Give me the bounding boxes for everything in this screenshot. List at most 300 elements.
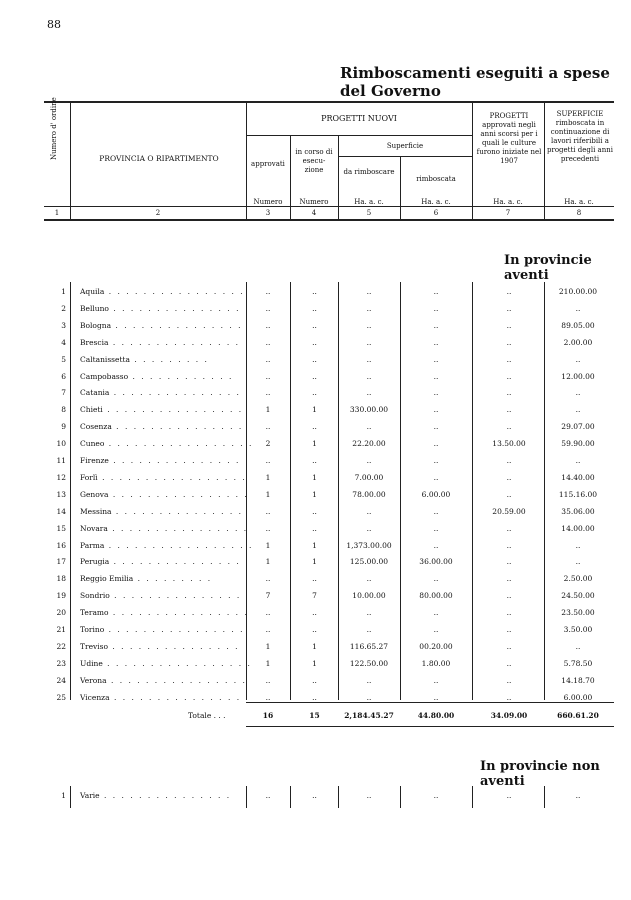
table-row	[0, 605, 631, 621]
row-cell: ..	[506, 591, 512, 601]
row-name-text: Varie	[80, 791, 100, 800]
row-cell: 210.00.00	[558, 287, 598, 296]
row-cell: ..	[312, 287, 317, 296]
row-cell: ..	[366, 388, 372, 398]
row-cell: ..	[506, 456, 512, 465]
row-cell: ..	[312, 337, 317, 347]
row-cell: ..	[506, 287, 512, 296]
row-cell: 1	[265, 405, 271, 415]
row-name: Forlì . . . . . . . . . . . . . . . . .	[80, 472, 247, 482]
row-cell: ..	[366, 791, 372, 800]
header-in-corso: in corso di esecu- zione	[295, 148, 333, 174]
row-cell: ..	[506, 540, 512, 550]
row-cell: ..	[433, 608, 439, 618]
row-cell: ..	[366, 506, 372, 516]
row-name: Perugia . . . . . . . . . . . . . . .	[80, 557, 241, 567]
row-cell: ..	[506, 354, 512, 364]
row-name-text: Cosenza	[80, 422, 112, 432]
table-row	[0, 622, 631, 638]
row-cell: ..	[312, 692, 317, 702]
row-name: Parma . . . . . . . . . . . . . . . . .	[80, 540, 254, 550]
row-number: 19	[56, 591, 66, 601]
table-row	[0, 521, 631, 537]
row-cell: ..	[312, 371, 317, 381]
row-cell: 1,373.00.00	[346, 540, 392, 550]
row-cell: ..	[575, 641, 581, 651]
row-name: Chieti . . . . . . . . . . . . . . . .	[80, 405, 244, 415]
row-cell: 7.00.00	[354, 472, 384, 482]
superficie-subrule	[338, 156, 472, 157]
row-cell: ..	[433, 791, 439, 800]
row-cell: 116.65.27	[349, 641, 389, 651]
row-cell: ..	[433, 354, 439, 364]
page-title: Rimboscamenti eseguiti a spese del Governo	[340, 64, 610, 100]
row-cell: ..	[265, 320, 271, 330]
total-row	[0, 708, 631, 724]
table-row	[0, 419, 631, 435]
total-rule	[246, 702, 614, 703]
row-name-text: Genova	[80, 489, 109, 499]
row-cell: ..	[506, 791, 512, 800]
header-bottom-rule	[44, 219, 614, 221]
row-cell: 1	[312, 540, 317, 550]
row-number: 24	[56, 675, 66, 685]
row-cell: ..	[433, 337, 439, 347]
row-number: 3	[61, 320, 66, 330]
row-name: Cosenza . . . . . . . . . . . . . . .	[80, 422, 244, 432]
row-cell: ..	[506, 303, 512, 313]
row-cell: ..	[433, 439, 439, 449]
row-cell: ..	[312, 675, 317, 685]
row-number: 15	[56, 523, 66, 533]
total-cell: 34.09.00	[490, 711, 528, 720]
row-name-text: Aquila	[80, 287, 105, 296]
row-name: Novara . . . . . . . . . . . . . . . .	[80, 523, 249, 533]
row-cell: 7	[312, 591, 317, 601]
column-number: 5	[366, 209, 372, 217]
row-cell: 3.50.00	[563, 625, 593, 634]
row-cell: 1.80.00	[421, 658, 451, 668]
header-superficie: Superficie	[386, 142, 424, 150]
row-cell: ..	[366, 692, 372, 702]
row-name: Bologna . . . . . . . . . . . . . . .	[80, 320, 243, 330]
row-name-text: Forlì	[80, 472, 98, 482]
row-cell: ..	[433, 540, 439, 550]
row-cell: ..	[265, 523, 271, 533]
row-cell: ..	[433, 523, 439, 533]
row-name-text: Campobasso	[80, 371, 129, 381]
row-name: Verona . . . . . . . . . . . . . . . .	[80, 675, 247, 685]
row-name: Firenze . . . . . . . . . . . . . . .	[80, 456, 241, 465]
row-cell: ..	[265, 791, 271, 800]
row-name-text: Novara	[80, 523, 108, 533]
row-number: 25	[56, 692, 66, 702]
row-cell: ..	[312, 303, 317, 313]
row-cell: ..	[265, 692, 271, 702]
section-heading: In provincie aventi	[504, 253, 592, 283]
row-cell: ..	[506, 523, 512, 533]
row-cell: 23.50.00	[561, 608, 595, 618]
row-cell: ..	[265, 354, 271, 364]
row-cell: ..	[312, 354, 317, 364]
unit-label: Numero	[299, 198, 329, 206]
row-name-text: Reggio Emilia	[80, 574, 134, 584]
row-cell: 12.00.00	[561, 371, 595, 381]
row-cell: ..	[265, 371, 271, 381]
row-number: 7	[61, 388, 66, 398]
row-name: Aquila . . . . . . . . . . . . . . . .	[80, 287, 245, 296]
row-cell: 125.00.00	[349, 557, 389, 567]
header-divider	[70, 101, 71, 219]
row-cell: ..	[575, 303, 581, 313]
row-cell: 1	[265, 472, 271, 482]
row-number: 11	[56, 456, 66, 465]
table-row	[0, 588, 631, 604]
column-number: 3	[265, 209, 271, 217]
row-cell: ..	[265, 303, 271, 313]
row-cell: 1	[265, 540, 271, 550]
row-name: Catania . . . . . . . . . . . . . . .	[80, 388, 241, 398]
row-cell: 1	[265, 489, 271, 499]
row-cell: ..	[575, 456, 581, 465]
row-name: Sondrio . . . . . . . . . . . . . . .	[80, 591, 242, 601]
row-number: 22	[56, 641, 66, 651]
row-cell: ..	[433, 692, 439, 702]
row-cell: ..	[312, 388, 317, 398]
row-name-text: Sondrio	[80, 591, 110, 601]
row-cell: ..	[433, 405, 439, 415]
table-row	[0, 284, 631, 300]
row-cell: ..	[506, 371, 512, 381]
unit-label: Ha. a. c.	[354, 198, 384, 206]
row-name-text: Chieti	[80, 405, 103, 415]
row-name: Genova . . . . . . . . . . . . . . . .	[80, 489, 249, 499]
row-cell: ..	[506, 320, 512, 330]
table-row	[0, 788, 631, 804]
header-da-rimboscare: da rimboscare	[343, 168, 395, 176]
row-cell: ..	[265, 506, 271, 516]
row-number: 16	[56, 540, 66, 550]
table-row	[0, 369, 631, 385]
row-cell: 330.00.00	[349, 405, 389, 415]
row-cell: ..	[506, 557, 512, 567]
row-name-text: Firenze	[80, 456, 109, 465]
row-cell: 00.20.00	[419, 641, 453, 651]
row-number: 4	[61, 337, 66, 347]
section-heading: In provincie non aventi	[480, 759, 600, 789]
row-cell: ..	[366, 574, 372, 584]
row-number: 2	[61, 303, 66, 313]
row-cell: ..	[575, 791, 581, 800]
row-cell: ..	[433, 320, 439, 330]
row-cell: ..	[312, 523, 317, 533]
row-number: 1	[61, 791, 66, 800]
row-name-text: Verona	[80, 675, 107, 685]
table-row	[0, 318, 631, 334]
unit-label: Ha. a. c.	[421, 198, 451, 206]
row-cell: ..	[575, 388, 581, 398]
row-cell: ..	[312, 574, 317, 584]
row-cell: 2	[265, 439, 271, 449]
table-row	[0, 656, 631, 672]
row-cell: ..	[366, 337, 372, 347]
table-row	[0, 673, 631, 689]
row-cell: 122.50.00	[349, 658, 389, 668]
row-cell: ..	[312, 320, 317, 330]
row-name: Reggio Emilia . . . . . . . . .	[80, 574, 213, 584]
row-name-text: Parma	[80, 540, 105, 550]
column-number: 6	[433, 209, 439, 217]
row-number: 8	[61, 405, 66, 415]
row-cell: 78.00.00	[352, 489, 386, 499]
column-number: 8	[576, 209, 582, 217]
row-name: Torino . . . . . . . . . . . . . . . .	[80, 625, 245, 634]
table-row	[0, 690, 631, 706]
row-cell: ..	[312, 506, 317, 516]
row-number: 9	[61, 422, 66, 432]
row-cell: ..	[433, 422, 439, 432]
row-cell: 22.20.00	[352, 439, 386, 449]
row-cell: ..	[312, 422, 317, 432]
row-cell: ..	[265, 456, 271, 465]
unit-label: Ha. a. c.	[493, 198, 523, 206]
row-cell: ..	[366, 371, 372, 381]
row-name-text: Belluno	[80, 303, 109, 313]
row-name: Varie . . . . . . . . . . . . . . .	[80, 791, 232, 800]
table-row	[0, 402, 631, 418]
row-cell: ..	[366, 320, 372, 330]
row-cell: 1	[312, 489, 317, 499]
header-provincia: PROVINCIA O RIPARTIMENTO	[99, 154, 219, 163]
row-name: Caltanissetta . . . . . . . . .	[80, 354, 209, 364]
row-cell: ..	[366, 625, 372, 634]
row-number: 13	[56, 489, 66, 499]
row-cell: ..	[265, 608, 271, 618]
row-cell: 1	[265, 641, 271, 651]
row-cell: ..	[575, 405, 581, 415]
row-name: Campobasso . . . . . . . . . . . .	[80, 371, 234, 381]
total-cell: 2,184.45.27	[344, 711, 394, 720]
row-cell: ..	[433, 388, 439, 398]
row-cell: 35.06.00	[561, 506, 595, 516]
column-number: 1	[54, 209, 60, 217]
row-name: Udine . . . . . . . . . . . . . . . . .	[80, 658, 252, 668]
row-cell: ..	[433, 456, 439, 465]
row-cell: ..	[575, 354, 581, 364]
row-cell: 2.50.00	[563, 574, 593, 584]
progetti-subrule	[246, 135, 472, 136]
row-number: 5	[61, 354, 66, 364]
header-progetti: PROGETTI approvati negli anni scorsi per i quali le culture furono iniziate nel 1907	[476, 112, 542, 165]
row-cell: 1	[265, 658, 271, 668]
row-cell: ..	[506, 641, 512, 651]
row-cell: ..	[506, 388, 512, 398]
row-cell: 1	[312, 641, 317, 651]
row-cell: 59.90.00	[561, 439, 595, 449]
row-cell: ..	[366, 608, 372, 618]
table-row	[0, 504, 631, 520]
row-cell: 14.40.00	[561, 472, 595, 482]
row-cell: ..	[366, 523, 372, 533]
row-cell: ..	[433, 625, 439, 634]
row-number: 1	[61, 287, 66, 296]
row-cell: 14.00.00	[561, 523, 595, 533]
row-cell: ..	[506, 422, 512, 432]
row-cell: 1	[312, 439, 317, 449]
row-cell: 1	[312, 405, 317, 415]
row-name-text: Udine	[80, 658, 103, 668]
row-cell: ..	[506, 608, 512, 618]
header-progetti-nuovi: PROGETTI NUOVI	[321, 114, 397, 123]
row-cell: ..	[366, 456, 372, 465]
row-name-text: Teramo	[80, 608, 109, 618]
row-cell: ..	[506, 675, 512, 685]
row-name-text: Caltanissetta	[80, 354, 130, 364]
row-cell: ..	[506, 692, 512, 702]
row-name: Teramo . . . . . . . . . . . . . . . .	[80, 608, 249, 618]
row-name: Treviso . . . . . . . . . . . . . . .	[80, 641, 240, 651]
row-cell: 1	[265, 557, 271, 567]
row-name: Belluno . . . . . . . . . . . . . . .	[80, 303, 241, 313]
row-cell: 20.59.00	[492, 506, 526, 516]
row-cell: ..	[506, 405, 512, 415]
row-cell: ..	[312, 456, 317, 465]
row-cell: ..	[433, 675, 439, 685]
row-cell: ..	[366, 354, 372, 364]
row-name-text: Catania	[80, 388, 110, 398]
table-row	[0, 436, 631, 452]
row-cell: 1	[312, 557, 317, 567]
table-row	[0, 639, 631, 655]
row-cell: ..	[506, 574, 512, 584]
row-cell: ..	[433, 574, 439, 584]
row-cell: ..	[433, 506, 439, 516]
total-label: Totale . . .	[188, 711, 226, 720]
row-number: 21	[56, 625, 66, 634]
row-cell: 13.50.00	[492, 439, 526, 449]
row-name-text: Brescia	[80, 337, 109, 347]
row-cell: ..	[312, 608, 317, 618]
row-cell: ..	[265, 287, 271, 296]
row-number: 20	[56, 608, 66, 618]
row-cell: ..	[265, 388, 271, 398]
column-number: 4	[311, 209, 317, 217]
row-cell: 7	[265, 591, 271, 601]
row-cell: 89.05.00	[561, 320, 595, 330]
table-row	[0, 453, 631, 469]
table-row	[0, 538, 631, 554]
row-cell: 2.00.00	[563, 337, 593, 347]
row-cell: 5.78.50	[563, 658, 593, 668]
row-cell: ..	[506, 625, 512, 634]
table-row	[0, 335, 631, 351]
row-cell: 36.00.00	[419, 557, 453, 567]
header-approvati: approvati	[251, 160, 285, 168]
row-name: Vicenza . . . . . . . . . . . . . . .	[80, 692, 242, 702]
table-row	[0, 301, 631, 317]
row-name-text: Torino	[80, 625, 105, 634]
row-number: 17	[56, 557, 66, 567]
row-cell: ..	[506, 489, 512, 499]
row-cell: ..	[433, 472, 439, 482]
row-number: 10	[56, 439, 66, 449]
row-cell: ..	[312, 791, 317, 800]
row-number: 6	[61, 371, 66, 381]
table-row	[0, 554, 631, 570]
row-cell: 115.16.00	[558, 489, 598, 499]
row-cell: 80.00.00	[419, 591, 453, 601]
row-cell: ..	[265, 625, 271, 634]
row-cell: ..	[575, 557, 581, 567]
row-cell: ..	[433, 287, 439, 296]
row-number: 14	[56, 506, 66, 516]
row-cell: ..	[366, 675, 372, 685]
total-cell: 44.80.00	[417, 711, 455, 720]
header-superficie-cont: SUPERFICIE rimboscata in continuazione di lavori riferibili a progetti degli anni precedenti	[547, 110, 613, 163]
total-cell: 16	[262, 711, 274, 720]
column-number: 2	[155, 209, 161, 217]
unit-label: Ha. a. c.	[564, 198, 594, 206]
table-row	[0, 571, 631, 587]
row-number: 12	[56, 472, 66, 482]
table-row	[0, 470, 631, 486]
total-cell: 15	[309, 711, 320, 720]
row-cell: ..	[575, 540, 581, 550]
row-number: 18	[56, 574, 66, 584]
page-number: 88	[47, 18, 61, 31]
row-cell: ..	[433, 303, 439, 313]
row-name-text: Messina	[80, 506, 112, 516]
total-rule	[246, 726, 614, 727]
row-name: Messina . . . . . . . . . . . . . . .	[80, 506, 244, 516]
row-cell: ..	[366, 422, 372, 432]
table-row	[0, 487, 631, 503]
total-cell: 660.61.20	[557, 711, 599, 720]
table-row	[0, 352, 631, 368]
row-cell: ..	[506, 337, 512, 347]
row-name: Brescia . . . . . . . . . . . . . . .	[80, 337, 240, 347]
table-top-rule	[44, 101, 614, 103]
row-cell: 6.00.00	[421, 489, 451, 499]
row-cell: ..	[265, 574, 271, 584]
row-cell: ..	[265, 337, 271, 347]
row-cell: 29.07.00	[561, 422, 595, 432]
row-cell: ..	[506, 472, 512, 482]
row-cell: ..	[366, 303, 372, 313]
row-number: 23	[56, 658, 66, 668]
row-name-text: Cuneo	[80, 439, 105, 449]
row-cell: 1	[312, 472, 317, 482]
row-cell: ..	[366, 287, 372, 296]
row-cell: ..	[265, 675, 271, 685]
row-cell: 14.18.70	[561, 675, 595, 685]
row-cell: 10.00.00	[352, 591, 386, 601]
table-row	[0, 385, 631, 401]
header-numero-ordine: Numero d' ordine	[50, 97, 58, 160]
row-cell: ..	[312, 625, 317, 634]
row-cell: 6.00.00	[563, 692, 593, 702]
row-cell: ..	[433, 371, 439, 381]
header-rimboscata: rimboscata	[416, 175, 456, 183]
row-cell: ..	[506, 658, 512, 668]
row-cell: 1	[312, 658, 317, 668]
column-number: 7	[505, 209, 511, 217]
row-name-text: Vicenza	[80, 692, 110, 702]
row-name-text: Bologna	[80, 320, 112, 330]
unit-label: Numero	[253, 198, 283, 206]
row-cell: ..	[265, 422, 271, 432]
row-cell: 24.50.00	[561, 591, 595, 601]
